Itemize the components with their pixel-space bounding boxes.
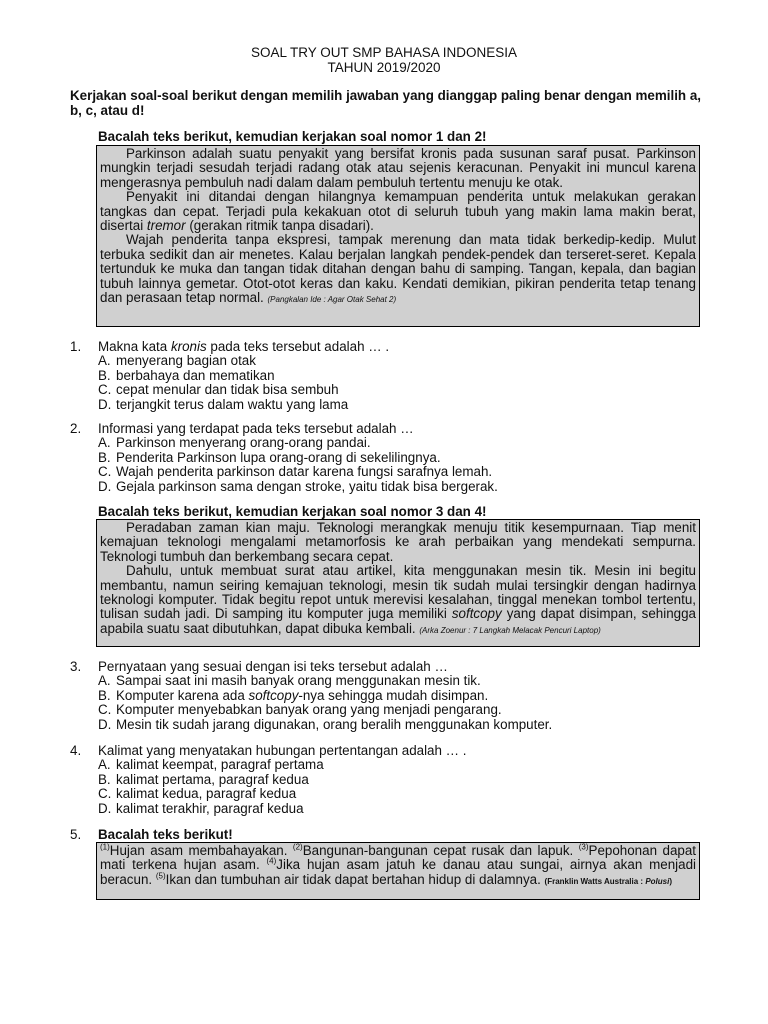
option-a: A. menyerang bagian otak (98, 353, 256, 369)
option-c: C. Komputer menyebabkan banyak orang yang menjadi pengarang. (98, 702, 502, 718)
option-a: A. kalimat keempat, paragraf pertama (98, 757, 324, 773)
question-4 (70, 744, 710, 816)
question-2 (70, 422, 710, 494)
question-stem: Kalimat yang menyatakan hubungan pertentangan adalah … . (98, 743, 467, 758)
doc-title-line2: TAHUN 2019/2020 (327, 60, 441, 75)
question-1 (70, 340, 710, 412)
passage2-paragraph2: Dahulu, untuk membuat surat atau artikel, kita menggunakan mesin tik. Mesin ini begitu membantu, namun seiring kemajuan teknologi, mesin tik sudah mulai tersingkir dengan hadirnya teknologi komputer. Tidak begitu repot untuk merevisi kesalahan, tinggal menekan tombol tertentu, tulisan sudah jadi. Di samping itu komputer juga memiliki softcopy yang dapat disimpan, sehingga apabila suatu saat dibutuhkan, dapat dibuka kembali. (Arka Zoenur : 7 Langkah Melacak Pencuri Laptop) (100, 563, 696, 636)
passage3-paragraph: $^{(1)}$Hujan asam membahayakan. $^{(2)}$Bangunan-bangunan cepat rusak dan lapuk. $^{(3)}$Pepohonan dapat mati terkena hujan asam. $^{(4)}$Jika hujan asam jatuh ke danau atau sungai, airnya akan menjadi beracun. $^{(5)}$Ikan dan tumbuhan air tidak dapat bertahan hidup di dalamnya. (Franklin Watts Australia : Polusi) (100, 842, 697, 887)
section2-heading: Bacalah teks berikut, kemudian kerjakan soal nomor 3 dan 4! (98, 504, 487, 519)
question-number: 3. (70, 659, 82, 674)
option-d: D. Gejala parkinson sama dengan stroke, yaitu tidak bisa bergerak. (98, 478, 498, 494)
option-c: C. Wajah penderita parkinson datar karena fungsi sarafnya lemah. (98, 464, 493, 480)
question-number: 1. (70, 339, 82, 354)
option-b: B. Penderita Parkinson lupa orang-orang di sekelilingnya. (98, 449, 441, 465)
question-stem: Bacalah teks berikut! (98, 827, 233, 842)
question-number: 2. (70, 421, 82, 436)
instructions: Kerjakan soal-soal berikut dengan memilih jawaban yang dianggap paling benar dengan memilih a, b, c, atau d! (70, 88, 701, 118)
reading-box-teknologi (96, 519, 700, 647)
option-d: D. terjangkit terus dalam waktu yang lama (98, 396, 349, 412)
passage2-paragraph1: Peradaban zaman kian maju. Teknologi merangkak menuju titik kesempurnaan. Tiap menit kemajuan teknologi mengalami metamorfosis ke arah perbaikan yang mendekati sempurna. Teknologi tumbuh dan berkembang secara cepat. (100, 520, 696, 564)
option-d: D. Mesin tik sudah jarang digunakan, orang beralih menggunakan komputer. (98, 716, 553, 732)
reading-box-hujan-asam (96, 842, 700, 900)
option-b: B. kalimat pertama, paragraf kedua (98, 771, 309, 787)
option-c: C. kalimat kedua, paragraf kedua (98, 786, 297, 802)
passage1-citation: (Pangkalan Ide : Agar Otak Sehat 2) (267, 295, 397, 305)
question-stem: Pernyataan yang sesuai dengan isi teks tersebut adalah … (98, 659, 448, 674)
doc-title-line1: SOAL TRY OUT SMP BAHASA INDONESIA (250, 45, 518, 60)
option-b: B. Komputer karena ada softcopy-nya sehingga mudah disimpan. (98, 687, 489, 703)
option-a: A. Sampai saat ini masih banyak orang menggunakan mesin tik. (98, 673, 481, 689)
question-3 (70, 660, 710, 732)
question-stem: Makna kata kronis pada teks tersebut adalah … . (98, 339, 390, 354)
passage1-paragraph1: Parkinson adalah suatu penyakit yang bersifat kronis pada susunan saraf pusat. Parkinson mungkin terjadi sesudah terjadi radang otak atau sejenis keracunan. Penyakit ini muncul karena mengerasnya pembuluh nadi dalam dalam pembuluh tertentu menuju ke otak. (100, 146, 696, 190)
passage1-paragraph2: Penyakit ini ditandai dengan hilangnya kemampuan penderita untuk melakukan gerakan tangkas dan cepat. Terjadi pula kekakuan otot di seluruh tubuh yang makin lama makin berat, disertai tremor (gerakan ritmik tanpa disadari). (100, 189, 696, 234)
option-d: D. kalimat terakhir, paragraf kedua (98, 800, 304, 816)
reading-box-parkinson (96, 145, 700, 327)
option-b: B. berbahaya dan mematikan (98, 367, 275, 383)
section1-heading: Bacalah teks berikut, kemudian kerjakan soal nomor 1 dan 2! (98, 129, 487, 144)
option-c: C. cepat menular dan tidak bisa sembuh (98, 382, 339, 398)
question-stem: Informasi yang terdapat pada teks tersebut adalah … (98, 421, 414, 436)
question-number: 5. (70, 827, 82, 842)
passage2-citation: (Arka Zoenur : 7 Langkah Melacak Pencuri Laptop) (419, 625, 601, 635)
passage1-paragraph3: Wajah penderita tanpa ekspresi, tampak merenung dan mata tidak berkedip-kedip. Mulut terbuka sedikit dan air menetes. Kalau berjalan langkah pendek-pendek dan terseret-seret. Kepala tertunduk ke muka dan tangan tidak ditahan dengan bahu di samping. Tangan, kepala, dan bagian tubuh lainnya gemetar. Otot-otot keras dan kaku. Kendati demikian, pikiran penderita tetap tenang dan perasaan tetap normal. (Pangkalan Ide : Agar Otak Sehat 2) (100, 232, 696, 306)
question-number: 4. (70, 743, 82, 758)
passage3-citation: (Franklin Watts Australia : Polusi) (544, 876, 672, 886)
question-5 (70, 828, 710, 842)
option-a: A. Parkinson menyerang orang-orang pandai. (98, 435, 371, 451)
